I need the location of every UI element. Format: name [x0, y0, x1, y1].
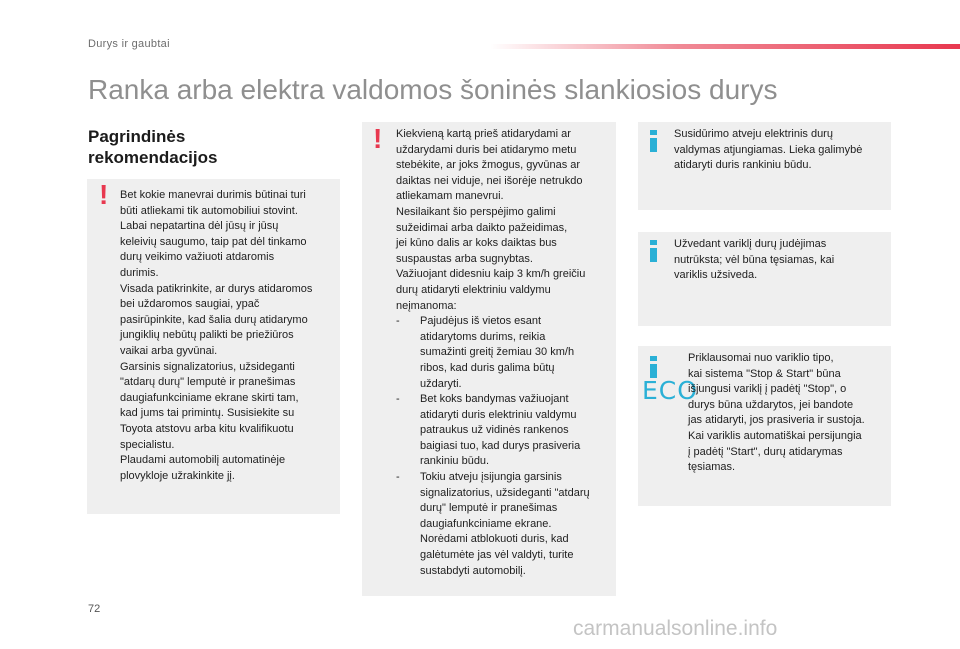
text-line: jei kūno dalis ar koks daiktas bus	[396, 237, 557, 250]
text-line: išjungusi variklį į padėtį "Stop", o	[688, 383, 847, 396]
text-line: bei uždaromos saugiai, ypač	[120, 298, 260, 311]
text-line: Priklausomai nuo variklio tipo,	[688, 352, 834, 364]
bullet-dash: -	[396, 315, 400, 328]
bullet-dash: -	[396, 471, 400, 484]
text-line: atidaryti duris rankiniu būdu.	[674, 159, 812, 172]
text-line: suspaustas arba sugnybtas.	[396, 252, 533, 265]
text-line: Pajudėjus iš vietos esant	[420, 315, 542, 328]
info-box-collision	[638, 122, 891, 210]
warning-box-doors	[362, 122, 616, 596]
info-text	[674, 127, 889, 174]
warning-icon: !	[99, 179, 109, 210]
text-line: sustabdyti automobilį.	[420, 564, 526, 577]
section-heading	[88, 126, 217, 168]
text-line: galėtumėte jas vėl valdyti, turite	[420, 549, 574, 562]
text-line: durys būna uždarytos, jei bandote	[688, 398, 854, 411]
text-line: durų" lemputė ir pranešimas	[420, 502, 558, 515]
text-line: durimis.	[120, 266, 159, 279]
text-line: Labai nepatartina dėl jūsų ir jūsų	[120, 220, 279, 233]
text-line: sužeidimai arba daikto pažeidimas,	[396, 221, 568, 234]
text-line: daugiafunkciniame ekrane skirti tam,	[120, 391, 299, 404]
text-line: durų veikimo važiuoti atdaromis	[120, 251, 275, 264]
text-line: atidarytoms durims, reikia	[420, 330, 546, 343]
text-line: būti atliekami tik automobiliui stovint.	[120, 204, 298, 217]
text-line: daiktas nei viduje, nei išorėje netrukdo	[396, 174, 583, 187]
text-line: atidaryti duris elektriniu valdymu	[420, 408, 577, 421]
info-icon	[650, 240, 657, 262]
info-icon	[650, 130, 657, 152]
text-line: kai sistema "Stop & Start" būna	[688, 367, 841, 380]
text-line: baigiasi tuo, kad durys prasiveria	[420, 439, 581, 452]
text-line: daugiafunkciniame ekrane.	[420, 517, 552, 530]
page-number: 72	[88, 603, 101, 615]
text-line: ribos, kad duris galima būtų	[420, 361, 555, 374]
section-heading-line: Pagrindinės	[88, 127, 186, 146]
text-line: Tokiu atveju įsijungia garsinis	[420, 471, 562, 484]
text-line: jungiklių nebūtų palikti be priežiūros	[120, 329, 294, 342]
text-line: variklis užsiveda.	[674, 269, 758, 282]
text-line: Norėdami atblokuoti duris, kad	[420, 533, 569, 546]
text-line: atliekamam manevrui.	[396, 190, 504, 203]
header-accent-line	[490, 44, 960, 49]
bullet-dash: -	[396, 393, 400, 406]
watermark: carmanualsonline.info	[573, 617, 778, 640]
warning-box-general	[87, 179, 340, 514]
text-line: pasirūpinkite, kad šalia durų atidarymo	[120, 313, 308, 326]
text-line: jas atidaryti, jos prasiveria ir sustoja.	[688, 414, 865, 427]
text-line: Užvedant variklį durų judėjimas	[674, 238, 827, 250]
text-line: neįmanoma:	[396, 299, 457, 312]
section-label: Durys ir gaubtai	[88, 38, 170, 50]
text-line: durų atidaryti elektriniu valdymu	[396, 283, 551, 296]
warning-text	[396, 127, 616, 579]
section-heading-line: rekomendacijos	[88, 148, 218, 167]
text-line: Kiekvieną kartą prieš atidarydami ar	[396, 128, 571, 140]
text-line: Plaudami automobilį automatinėje	[120, 454, 286, 467]
text-line: uždarydami duris bei atidarymo metu	[396, 143, 577, 156]
text-line: kad jums tai primintų. Susisiekite su	[120, 407, 295, 420]
text-line: valdymas atjungiamas. Lieka galimybė	[674, 143, 863, 156]
text-line: tęsiamas.	[688, 461, 736, 474]
text-line: į padėtį "Start", durų atidarymas	[688, 445, 843, 458]
bullet-item	[396, 314, 616, 392]
text-line: Nesilaikant šio perspėjimo galimi	[396, 205, 556, 218]
info-icon	[650, 356, 657, 378]
text-line: signalizatorius, užsideganti "atdarų	[420, 486, 590, 499]
text-line: rankiniu būdu.	[420, 455, 490, 468]
text-line: nutrūksta; vėl būna tęsiamas, kai	[674, 253, 835, 266]
text-line: Bet koks bandymas važiuojant	[420, 393, 569, 406]
text-line: Garsinis signalizatorius, užsideganti	[120, 360, 295, 373]
text-line: plovykloje užrakinkite jį.	[120, 469, 235, 482]
text-line: Toyota atstovu arba kitu kvalifikuotu	[120, 422, 294, 435]
info-text	[674, 237, 889, 284]
text-line: sumažinti greitį žemiau 30 km/h	[420, 346, 575, 359]
warning-text	[120, 188, 338, 484]
text-line: specialistu.	[120, 438, 175, 451]
text-line: Susidūrimo atveju elektrinis durų	[674, 128, 833, 140]
info-text	[688, 351, 891, 476]
info-box-engine-start	[638, 232, 891, 326]
text-line: "atdarų durų" lemputė ir pranešimas	[120, 376, 296, 389]
eco-icon: ECO	[642, 376, 698, 405]
warning-icon: !	[373, 123, 383, 154]
text-line: stebėkite, ar joks žmogus, gyvūnas ar	[396, 159, 581, 172]
text-line: uždaryti.	[420, 377, 462, 390]
bullet-item	[396, 392, 616, 470]
text-line: Visada patikrinkite, ar durys atidaromos	[120, 282, 313, 295]
text-line: Bet kokie manevrai durimis būtinai turi	[120, 189, 306, 201]
text-line: Kai variklis automatiškai persijungia	[688, 429, 862, 442]
text-line: patraukus už vidinės rankenos	[420, 424, 569, 437]
text-line: keleivių saugumo, taip pat dėl tinkamo	[120, 235, 307, 248]
info-box-stop-start	[638, 346, 891, 506]
text-line: vaikai arba gyvūnai.	[120, 344, 218, 357]
page-title: Ranka arba elektra valdomos šoninės slankiosios durys	[88, 74, 778, 105]
bullet-item	[396, 470, 616, 579]
text-line: Važiuojant didesniu kaip 3 km/h greičiu	[396, 268, 586, 281]
